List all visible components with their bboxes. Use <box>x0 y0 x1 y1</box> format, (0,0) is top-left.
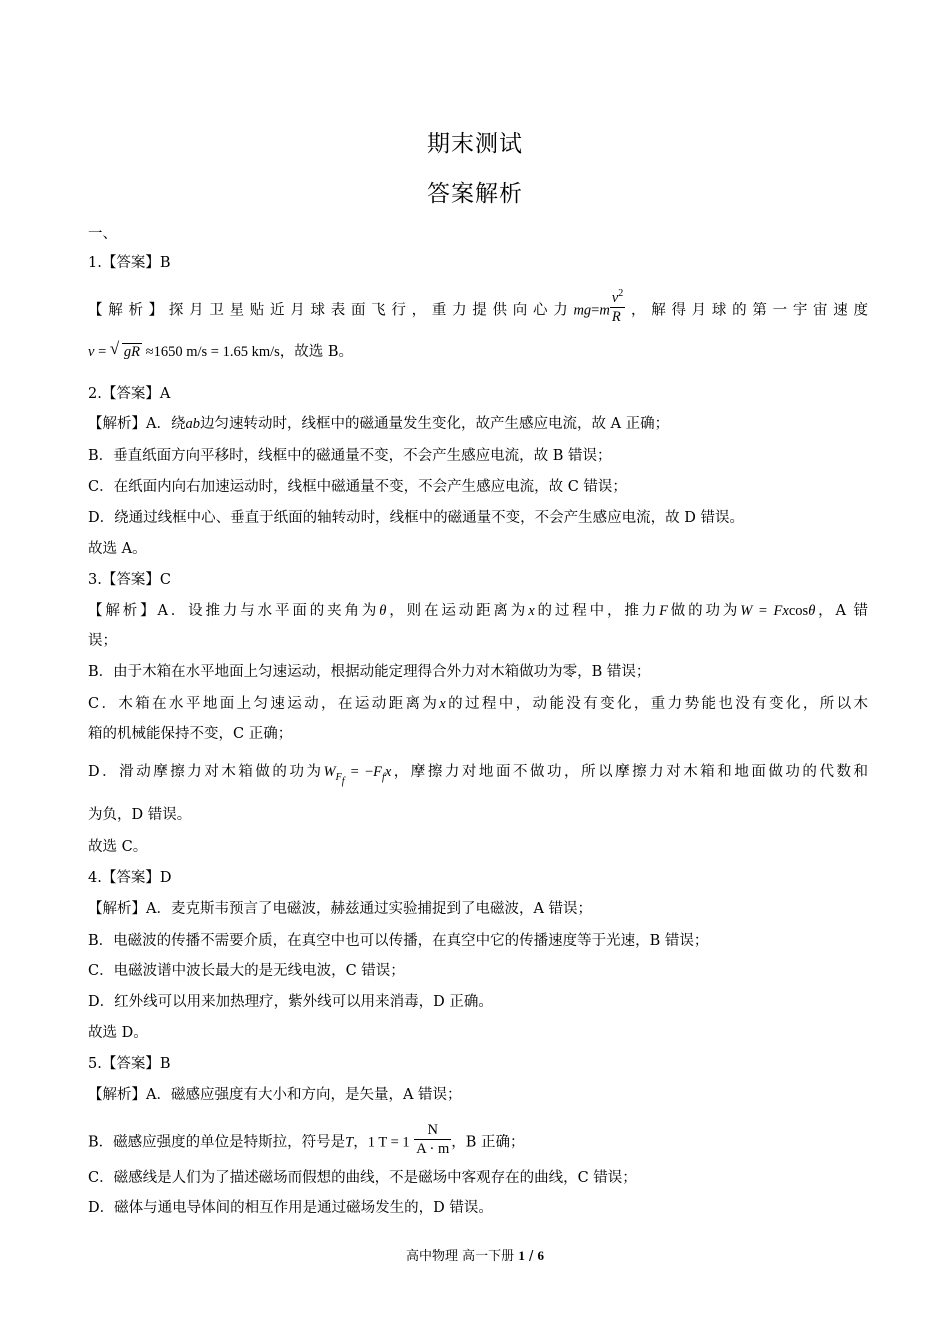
q5-b-T: T <box>345 1134 354 1151</box>
q4-option-d: D．红外线可以用来加热理疗，紫外线可以用来消毒，D 正确。 <box>88 994 493 1010</box>
q3-conclusion: 故选 C。 <box>88 839 148 855</box>
q5-option-a: 【解析】A．磁感应强度有大小和方向，是矢量，A 错误； <box>88 1087 462 1103</box>
q1-formula-num: v <box>611 290 619 306</box>
q3-a-x: x <box>528 603 535 619</box>
q1-sqrt <box>109 339 142 362</box>
q2-option-a-pre: 【解析】A．绕 <box>88 416 186 432</box>
q3-a-text-2: ，则在运动距离为 <box>386 603 529 619</box>
q5-option-c: C．磁感线是人们为了描述磁场而假想的曲线，不是磁场中客观存在的曲线，C 错误； <box>88 1170 637 1186</box>
footer-separator: / <box>524 1249 538 1264</box>
q2-option-a-post: 边匀速转动时，线框中的磁通量发生变化，故产生感应电流，故 A 正确； <box>199 416 670 432</box>
q1-formula-den: R <box>611 309 621 325</box>
q2-answer: 2.【答案】A <box>88 386 171 402</box>
q3-d-W: W <box>323 764 336 780</box>
q3-option-c-cont: 箱的机械能保持不变，C 正确； <box>88 726 293 742</box>
q1-value: ≈1650 m/s = 1.65 km/s <box>141 344 280 360</box>
document-subtitle: 答案解析 <box>427 181 523 207</box>
q4-conclusion: 故选 D。 <box>88 1025 148 1041</box>
section-label: 一、 <box>88 226 117 242</box>
q2-option-c: C．在纸面内向右加速运动时，线框中磁通量不变，不会产生感应电流，故 C 错误； <box>88 479 627 495</box>
q2-option-a <box>88 414 868 434</box>
q3-option-c <box>88 694 868 714</box>
q3-a-theta-2: θ <box>808 603 816 619</box>
q1-answer: 1.【答案】B <box>88 255 171 271</box>
q1-eq: = <box>94 344 110 360</box>
q3-d-F: F <box>373 764 383 780</box>
q1-analysis-text-b: ，解得月球的第一宇宙速度 <box>625 302 868 319</box>
q3-d-eq: = − <box>344 764 374 780</box>
q3-c-text-2: 的过程中，动能没有变化，重力势能也没有变化，所以木 <box>445 696 868 712</box>
q2-option-b: B．垂直纸面方向平移时，线框中的磁通量不变，不会产生感应电流，故 B 错误； <box>88 448 612 464</box>
q5-b-num: N <box>414 1122 451 1140</box>
q5-option-d: D．磁体与通电导体间的相互作用是通过磁场发生的，D 错误。 <box>88 1200 493 1216</box>
q3-d-sub: F <box>335 772 342 783</box>
q1-analysis-line-1 <box>88 288 868 329</box>
q1-sqrt-radicand: gR <box>123 344 140 360</box>
q3-answer: 3.【答案】C <box>88 572 171 588</box>
q3-a-theta: θ <box>379 603 387 619</box>
q5-b-text-3: ，B 正确； <box>451 1134 525 1151</box>
q1-formula-m: m <box>599 302 610 319</box>
q4-option-b: B．电磁波的传播不需要介质，在真空中也可以传播，在真空中它的传播速度等于光速，B 错误； <box>88 933 709 949</box>
q4-option-a: 【解析】A．麦克斯韦预言了电磁波，赫兹通过实验捕捉到了电磁波，A 错误； <box>88 901 593 917</box>
q2-var-ab: ab <box>185 416 200 432</box>
q3-option-b: B．由于木箱在水平地面上匀速运动，根据动能定理得合外力对木箱做功为零，B 错误； <box>88 664 651 680</box>
q3-option-d <box>88 762 869 787</box>
page-footer <box>0 1245 950 1264</box>
q1-formula-sup: 2 <box>618 288 624 299</box>
q1-v: v <box>88 344 95 360</box>
q4-answer: 4.【答案】D <box>88 870 172 886</box>
q3-a-eq: = <box>752 603 774 619</box>
q3-option-a <box>88 601 868 621</box>
q3-a-text-1: 【解析】A．设推力与水平面的夹角为 <box>88 603 380 619</box>
q3-a-text-4: 做的功为 <box>667 603 741 619</box>
q3-a-text-3: 的过程中，推力 <box>534 603 660 619</box>
q3-d-text-2: ，摩擦力对地面不做功，所以摩擦力对木箱和地面做功的代数和 <box>391 764 869 780</box>
q2-option-d: D．绕通过线框中心、垂直于纸面的轴转动时，线框中的磁通量不变，不会产生感应电流，故 D 错误。 <box>88 510 744 526</box>
q1-analysis-line-2 <box>88 339 868 362</box>
q1-formula-lhs: mg <box>573 302 592 319</box>
q3-d-subsub: f <box>341 776 345 787</box>
q3-c-text-1: C．木箱在水平地面上匀速运动，在运动距离为 <box>88 696 440 712</box>
q1-conclusion: ，故选 B。 <box>279 344 354 360</box>
q3-d-Fsub: f <box>382 772 385 783</box>
q1-analysis-text-a: 【解析】探月卫星贴近月球表面飞行，重力提供向心力 <box>88 302 574 319</box>
footer-course: 高中物理 高一下册 <box>406 1249 515 1264</box>
footer-page-total: 6 <box>537 1248 544 1263</box>
q5-b-unit-fraction <box>414 1122 451 1159</box>
q5-b-text-1: B．磁感应强度的单位是特斯拉，符号是 <box>88 1134 346 1151</box>
q5-option-b <box>88 1124 868 1161</box>
q3-a-F: F <box>659 603 668 619</box>
q3-d-x: x <box>384 764 392 780</box>
footer-page-number: 1 <box>518 1248 525 1263</box>
q5-b-den: A · m <box>416 1141 450 1157</box>
document-title: 期末测试 <box>427 131 523 157</box>
q3-a-cos: cos <box>788 603 809 619</box>
q3-a-Fx: Fx <box>773 603 789 619</box>
q1-formula-fraction <box>610 290 625 327</box>
q5-b-text-2: ，1 T = 1 <box>353 1134 410 1151</box>
q5-answer: 5.【答案】B <box>88 1056 171 1072</box>
q2-conclusion: 故选 A。 <box>88 541 147 557</box>
sqrt-icon: √ <box>109 339 120 358</box>
q3-d-text-1: D．滑动摩擦力对木箱做的功为 <box>88 764 324 780</box>
q3-option-d-cont: 为负，D 错误。 <box>88 807 192 823</box>
q3-a-text-5: ，A 错 <box>815 603 868 619</box>
q1-formula-eq: = <box>591 302 600 319</box>
q3-c-x: x <box>439 696 446 712</box>
q4-option-c: C．电磁波谱中波长最大的是无线电波，C 错误； <box>88 963 405 979</box>
q3-option-a-cont: 误； <box>88 633 117 649</box>
q3-a-W: W <box>740 603 753 619</box>
